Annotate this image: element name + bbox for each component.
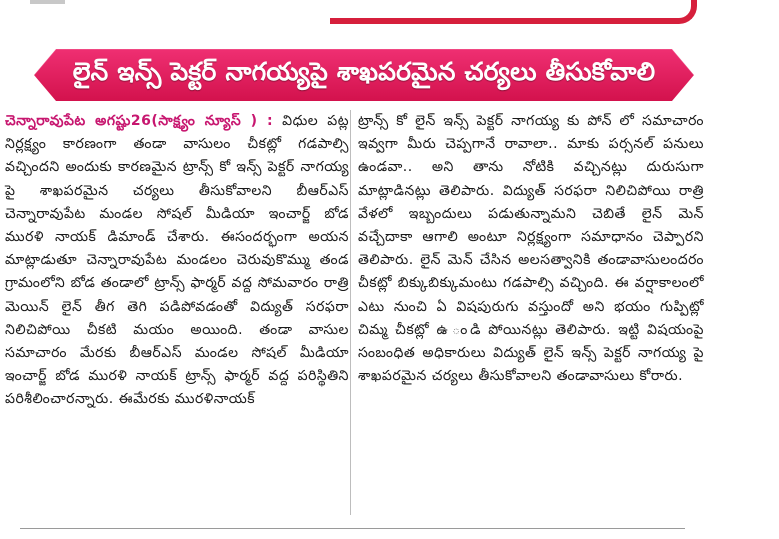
article-dateline: చెన్నారావుపేట అగష్టు26(సాక్ష్యం న్యూస్ ) :: [5, 113, 274, 129]
article-column2-body: ట్రాన్స్ కో లైన్ ఇన్స్ పెక్టర్ నాగయ్య కు పోన్ లో సమాచారం ఇవ్వగా మీరు చెప్పగానే రావాలా.. మాకు పర్సనల్ పనులు ఉండవా.. అని తాను నోటికి వచ్చినట్లు దురుసుగా మాట్లాడినట్లు తెలిపారు. విద్యుత్ సరఫరా నిలిచిపోయి రాత్రి వేళలో ఇబ్బందులు పడుతున్నామని చెబితే లైన్ మెన్ వచ్చేదాకా ఆగాలి అంటూ నిర్లక్ష్యంగా సమాధానం చెప్పారని తెలిపారు. లైన్ మెన్ చేసిన అలసత్వానికి తండావాసులందరం చీకట్లో బిక్కుబిక్కుమంటు గడపాల్సి వచ్చింది. ఈ వర్షాకాలంలో ఎటు నుంచి ఏ విషపురుగు వస్తుందో అని భయం గుప్పిట్లో చిమ్మ చీకట్లో ఉ ండి పోయినట్లు తెలిపారు. ఇట్టి విషయంపై సంబంధిత అధికారులు విద్యుత్ లైన్ ఇన్స్ పెక్టర్ నాగయ్య పై శాఖపరమైన చర్యలు తీసుకోవాలని తండావాసులు కోరారు.: [358, 113, 704, 385]
bottom-rule: [20, 528, 685, 529]
article-column1-body: విధుల పట్ల నిర్లక్ష్యం కారణంగా తండా వాసులం చీకట్లో గడపాల్సి వచ్చిందని అందుకు కారణమైన ట్రాన్స్ కో ఇన్స్ పెక్టర్ నాగయ్య పై శాఖపరమైన చర్యలు తీసుకోవాలని బీఆర్ఎస్ చెన్నారావుపేట మండల సోషల్ మీడియా ఇంచార్జ్ బోడ మురళి నాయక్ డిమాండ్ చేశారు. ఈసందర్భంగా అయన మాట్లాడుతూ చెన్నారావుపేట మండలం చెరువుకొమ్ము తండ గ్రామంలోని బోడ తండాలో ట్రాన్స్ ఫార్మర్ వద్ద సోమవారం రాత్రి మెయిన్ లైన్ తీగ తెగి పడిపోవడంతో విద్యుత్ సరఫరా నిలిచిపోయి చీకటి మయం అయింది. తండా వాసుల సమాచారం మేరకు బీఆర్ఎస్ మండల సోషల్ మీడియా ఇంచార్జ్ బోడ మురళి నాయక్ ట్రాన్స్ ఫార్మర్ వద్ద పరిస్థితిని పరిశీలించారన్నారు. ఈమేరకు మురళినాయక్: [5, 113, 349, 408]
headline-banner: [34, 49, 694, 101]
column-divider: [350, 110, 351, 515]
top-decoration: [0, 0, 779, 30]
top-red-curve: [360, 0, 697, 24]
headline-text: లైన్ ఇన్స్ పెక్టర్ నాగయ్యపై శాఖపరమైన చర్యలు తీసుకోవాలి: [72, 57, 656, 86]
article-column-right: [358, 110, 704, 388]
article-paragraph-1: [5, 110, 349, 412]
article-column-left: [5, 110, 349, 412]
top-gray-tab: [30, 0, 65, 4]
